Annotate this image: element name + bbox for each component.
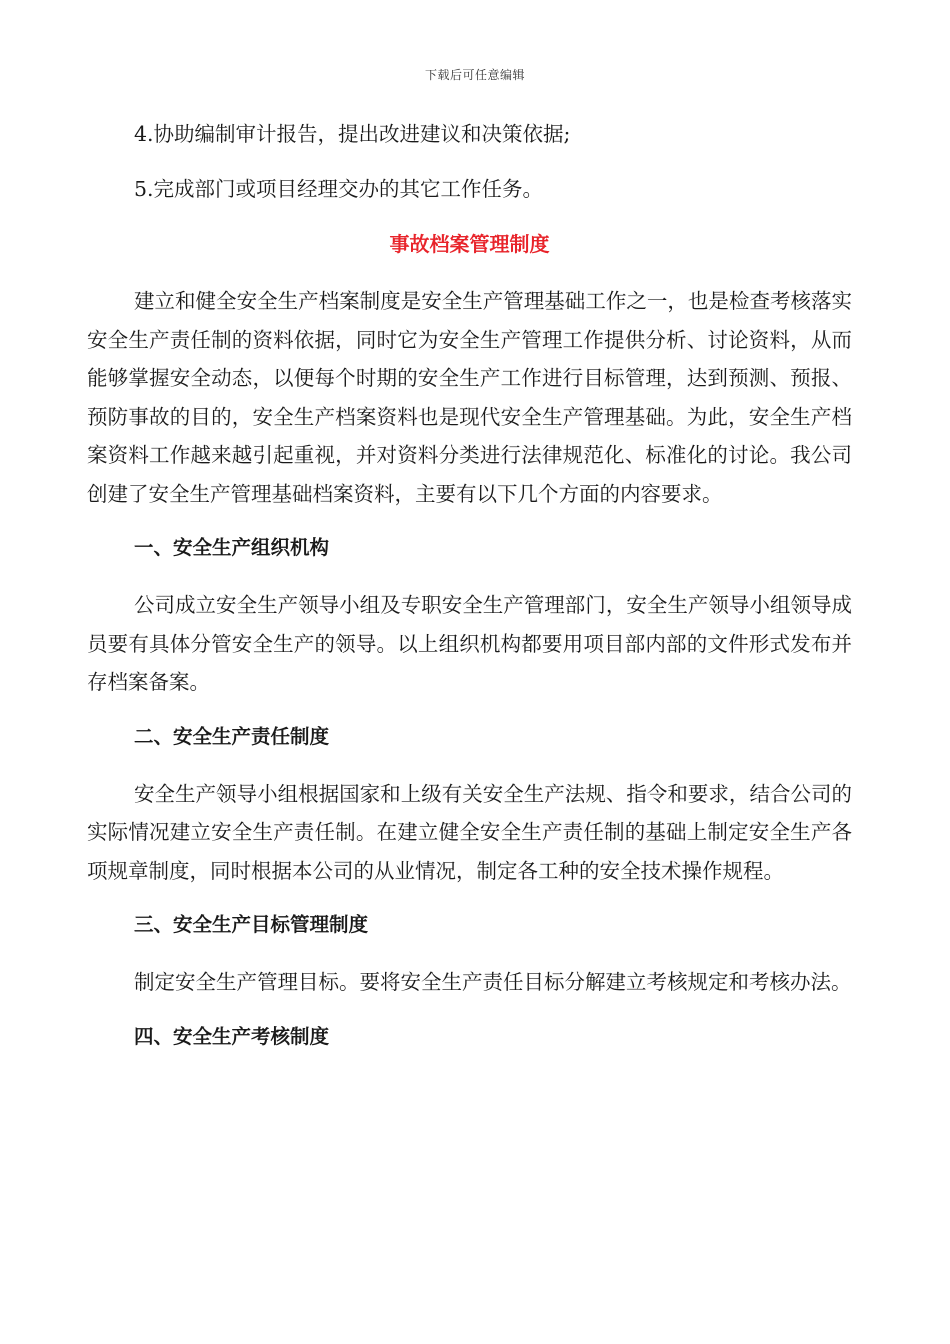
list-item: 5.完成部门或项目经理交办的其它工作任务。 (134, 177, 544, 201)
list-item: 4.协助编制审计报告，提出改进建议和决策依据; (134, 122, 571, 146)
section-paragraph: 安全生产领导小组根据国家和上级有关安全生产法规、指令和要求，结合公司的实际情况建立安全生产责任制。在建立健全安全生产责任制的基础上制定安全生产各项规章制度，同时根据本公司的从业情况，制定各工种的安全技术操作规程。 (87, 781, 852, 883)
section-heading: 三、安全生产目标管理制度 (134, 913, 369, 936)
document-body (87, 118, 852, 1075)
section-paragraph: 公司成立安全生产领导小组及专职安全生产管理部门，安全生产领导小组领导成员要有具体分管安全生产的领导。以上组织机构都要用项目部内部的文件形式发布并存档案备案。 (87, 593, 852, 694)
section-heading: 二、安全生产责任制度 (134, 724, 330, 748)
section-paragraph: 制定安全生产管理目标。要将安全生产责任目标分解建立考核规定和考核办法。 (134, 970, 852, 994)
section-heading: 四、安全生产考核制度 (134, 1024, 330, 1048)
page-header: 下载后可任意编辑 (424, 68, 525, 82)
section-heading: 一、安全生产组织机构 (134, 536, 330, 559)
intro-paragraph: 建立和健全安全生产档案制度是安全生产管理基础工作之一，也是检查考核落实安全生产责任制的资料依据，同时它为安全生产管理工作提供分析、讨论资料，从而能够掌握安全动态，以便每个时期的安全生产工作进行目标管理，达到预测、预报、预防事故的目的，安全生产档案资料也是现代安全生产管理基础。为此，安全生产档案资料工作越来越引起重视，并对资料分类进行法律规范化、标准化的讨论。我公司创建了安全生产管理基础档案资料，主要有以下几个方面的内容要求。 (87, 289, 852, 506)
document-title: 事故档案管理制度 (389, 232, 550, 256)
